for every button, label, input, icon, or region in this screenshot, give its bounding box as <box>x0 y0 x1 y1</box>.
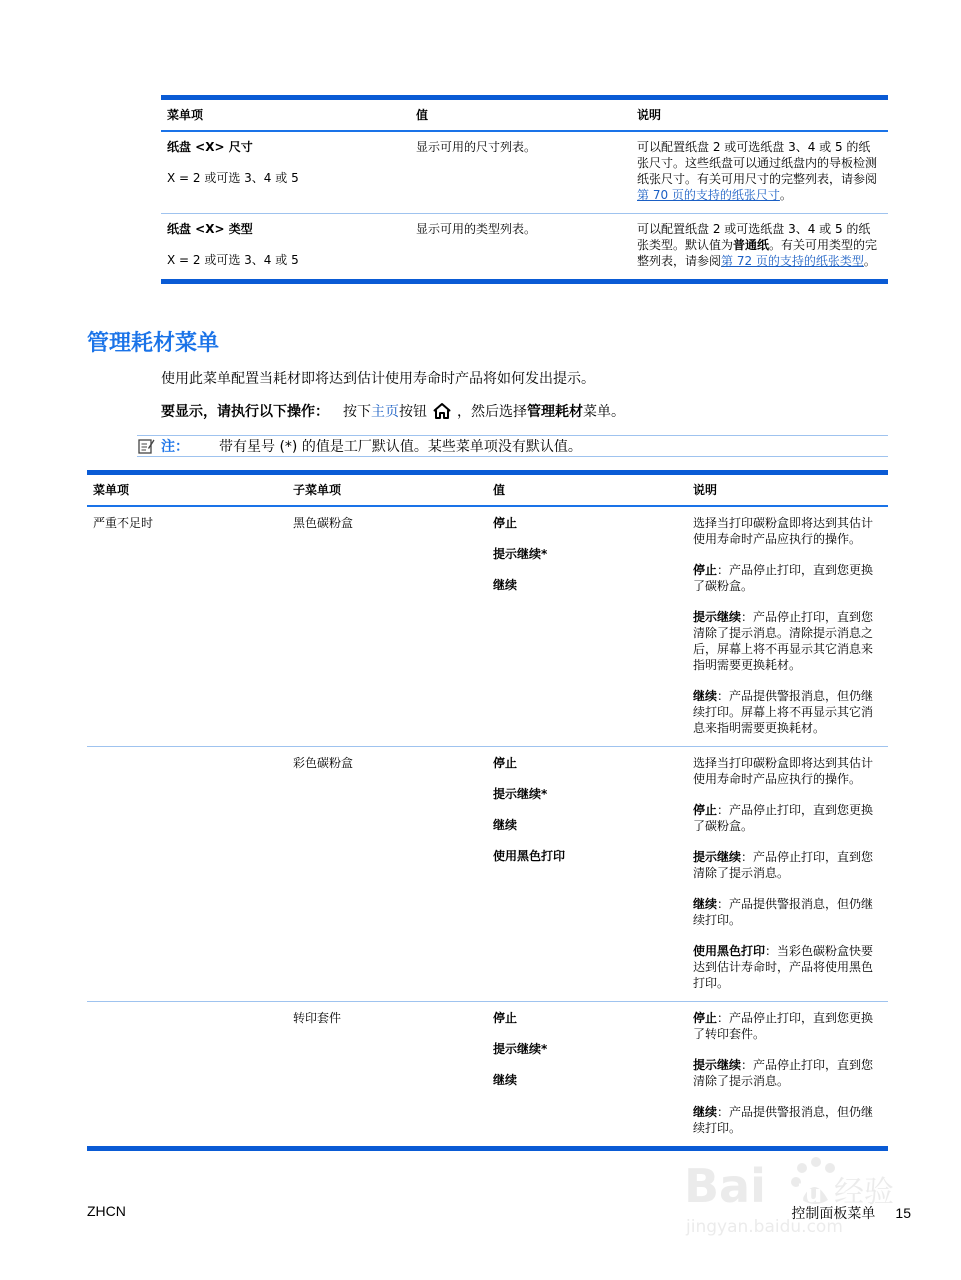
supplies-menu-table <box>87 470 888 1151</box>
section-heading: 管理耗材菜单 <box>87 331 220 356</box>
footer-section-title: 控制面板菜单 <box>791 1206 876 1222</box>
value-cell: 显示可用的尺寸列表。 <box>416 140 537 154</box>
table-row <box>161 132 888 213</box>
value-cell: 显示可用的类型列表。 <box>416 222 537 236</box>
section-intro: 使用此菜单配置当耗材即将达到估计使用寿命时产品将如何发出提示。 <box>161 371 595 387</box>
page-number: 15 <box>895 1205 911 1221</box>
menu-item-label: 纸盘 <X> 类型 <box>167 222 253 236</box>
menu-item-label: 纸盘 <X> 尺寸 <box>167 140 253 154</box>
description-cell: 可以配置纸盘 2 或可选纸盘 3、4 或 5 的纸张类型。默认值为普通纸。有关可用类型的完整列表，请参阅第 72 页的支持的纸张类型。 <box>637 222 878 268</box>
paper-tray-table <box>161 95 888 284</box>
values-cell: 停止 提示继续* 继续 <box>493 516 548 592</box>
description-cell: 选择当打印碳粉盒即将达到其估计使用寿命时产品应执行的操作。 停止：产品停止打印，直到您更换了碳粉盒。 提示继续：产品停止打印，直到您清除了提示消息。清除提示消息之后，屏幕上将不再显示其它消息来指明需要更换耗材。 继续：产品提供警报消息，但仍继续打印。屏幕上将不再显示其它消息来指明需要更换耗材。 <box>693 516 874 735</box>
paper-type-link[interactable]: 第 72 页的支持的纸张类型 <box>721 254 864 268</box>
note-icon <box>137 437 155 455</box>
table-row <box>161 214 888 279</box>
submenu-item-label: 转印套件 <box>293 1011 342 1025</box>
header-description: 说明 <box>693 483 718 497</box>
header-submenu-item: 子菜单项 <box>293 483 342 497</box>
menu-item-label <box>87 747 287 1001</box>
description-cell: 可以配置纸盘 2 或可选纸盘 3、4 或 5 的纸张尺寸。这些纸盘可以通过纸盘内的导板检测纸张尺寸。有关可用尺寸的完整列表，请参阅第 70 页的支持的纸张尺寸。 <box>637 140 878 202</box>
howto-label: 要显示，请执行以下操作： <box>161 404 329 420</box>
menu-item-note: X = 2 或可选 3、4 或 5 <box>167 253 299 267</box>
header-value: 值 <box>416 108 429 122</box>
table-row <box>87 747 888 1001</box>
header-menu-item: 菜单项 <box>167 108 204 122</box>
svg-text:jingyan.baidu.com: jingyan.baidu.com <box>686 1217 843 1237</box>
paper-size-link[interactable]: 第 70 页的支持的纸张尺寸 <box>637 188 780 202</box>
submenu-item-label: 彩色碳粉盒 <box>293 756 354 770</box>
howto-line: 要显示，请执行以下操作： 按下 主页 按钮 ，然后选择 管理耗材 菜单。 <box>161 401 625 421</box>
home-link[interactable]: 主页 <box>371 404 399 420</box>
menu-item-label <box>87 1002 287 1146</box>
baidu-watermark-logo <box>684 1140 914 1240</box>
svg-text:du: du <box>788 1180 823 1208</box>
table-row <box>87 507 888 746</box>
menu-item-label: 严重不足时 <box>93 516 154 530</box>
home-icon <box>433 402 451 420</box>
footer-section <box>791 1203 911 1223</box>
description-cell: 停止：产品停止打印，直到您更换了转印套件。 提示继续：产品停止打印，直到您清除了提示消息。 继续：产品提供警报消息，但仍继续打印。 <box>693 1011 874 1135</box>
note-text: 带有星号 (*) 的值是工厂默认值。某些菜单项没有默认值。 <box>219 439 582 455</box>
header-menu-item: 菜单项 <box>93 483 130 497</box>
header-description: 说明 <box>637 108 662 122</box>
menu-item-note: X = 2 或可选 3、4 或 5 <box>167 171 299 185</box>
svg-text:Bai: Bai <box>684 1159 766 1213</box>
note-box <box>137 435 888 457</box>
svg-text:经验: 经验 <box>834 1175 894 1210</box>
values-cell: 停止 提示继续* 继续 <box>493 1011 548 1087</box>
note-label: 注： <box>161 439 189 455</box>
values-cell: 停止 提示继续* 继续 使用黑色打印 <box>493 756 566 863</box>
footer-locale: ZHCN <box>87 1203 126 1219</box>
submenu-item-label: 黑色碳粉盒 <box>293 516 354 530</box>
header-value: 值 <box>493 483 506 497</box>
description-cell: 选择当打印碳粉盒即将达到其估计使用寿命时产品应执行的操作。 停止：产品停止打印，直到您更换了碳粉盒。 提示继续：产品停止打印，直到您清除了提示消息。 继续：产品提供警报消息，但仍继续打印。 使用黑色打印：当彩色碳粉盒快要达到估计寿命时，产品将使用黑色打印。 <box>693 756 874 990</box>
table-row <box>87 1002 888 1146</box>
